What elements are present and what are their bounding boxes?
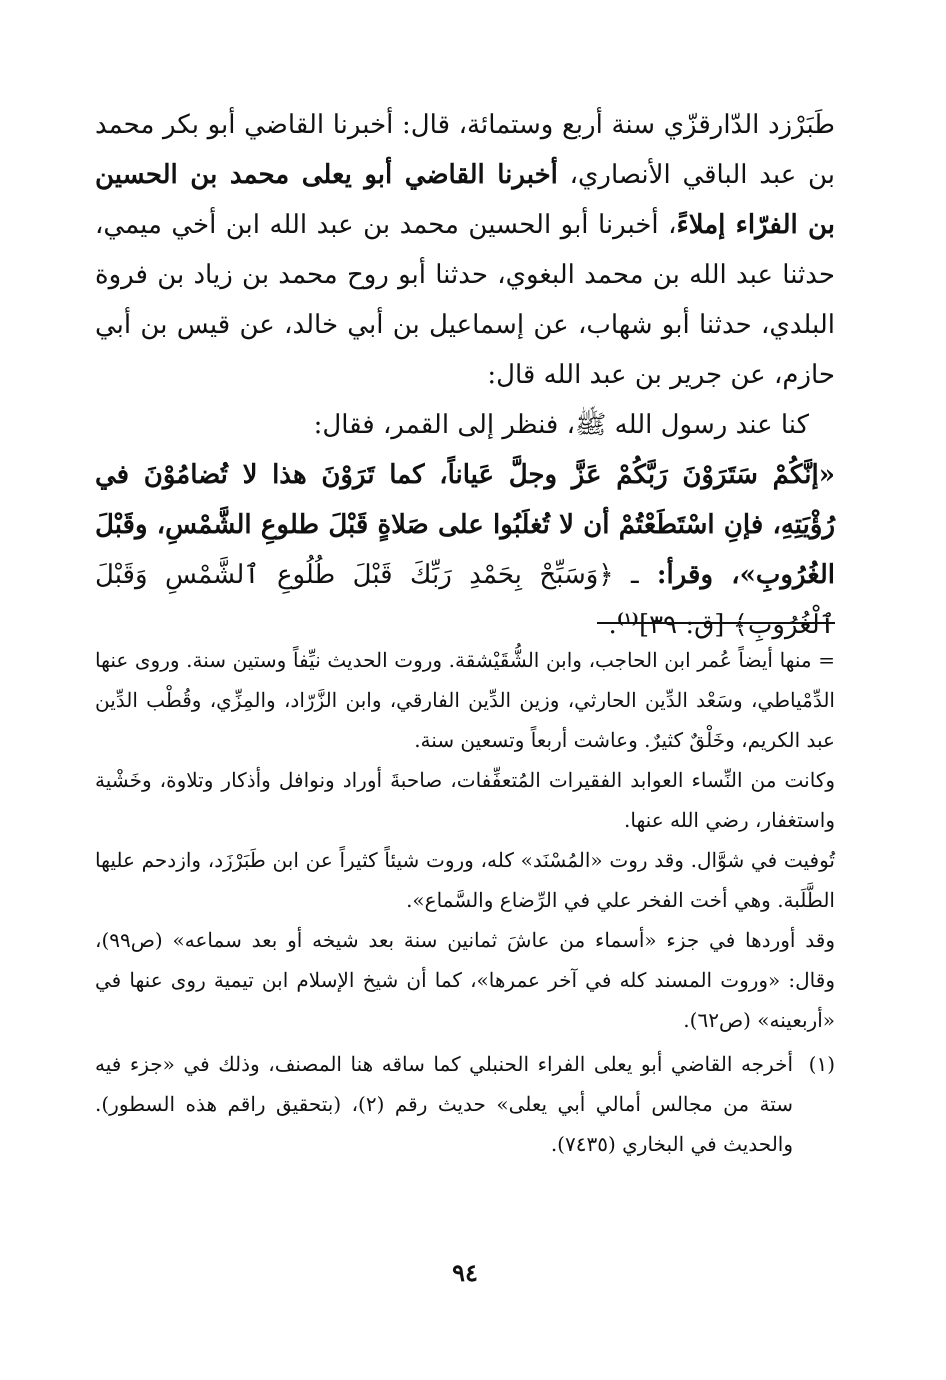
page-number: ٩٤ — [452, 1258, 478, 1287]
footnote-1-text: أخرجه القاضي أبو يعلى الفراء الحنبلي كما ساقه هنا المصنف، وذلك في «جزء فيه ستة من مجالس أمالي أبي يعلى» حديث رقم (٢)، (بتحقيق راقم هذه السطور). والحديث في البخاري (٧٤٣٥). — [95, 1052, 793, 1156]
isnad-part-2: ، أخبرنا أبو الحسين محمد بن عبد الله ابن أخي ميمي، حدثنا عبد الله بن محمد البغوي، حدثنا أبو روح محمد بن زياد بن فروة البلدي، حدثنا أبو شهاب، عن إسماعيل بن أبي خالد، عن قيس بن أبي حازم، عن جرير بن عبد الله قال: — [95, 210, 836, 390]
note-continuation-4: وقد أوردها في جزء «أسماء من عاشَ ثمانين سنة بعد شيخه أو بعد سماعه» (ص٩٩)، وقال: «وروت المسند كله في آخر عمرها»، كما أن شيخ الإسلام ابن تيمية روى عنها في «أربعينه» (ص٦٢). — [95, 928, 835, 1032]
narration-intro: كنا عند رسول الله ﷺ، فنظر إلى القمر، فقال: — [313, 410, 809, 440]
hadith-text — [95, 450, 835, 650]
quran-verse: ـ ﴿وَسَبِّحْ بِحَمْدِ رَبِّكَ قَبْلَ طُلُوعِ ٱلشَّمْسِ وَقَبْلَ ٱلْغُرُوبِ﴾ [ق: ٣٩] — [95, 560, 835, 640]
footnote-1 — [95, 1044, 835, 1164]
page-body — [95, 100, 836, 1287]
footnote-1-number: (١) — [808, 1052, 835, 1076]
footnotes — [95, 640, 835, 1164]
isnad-part-1: طَبَرْزد الدّارقزّي سنة أربع وستمائة، قال: أخبرنا القاضي أبو بكر محمد بن عبد الباقي الأنصاري، — [95, 110, 835, 190]
recitation-label: ، وقرأ: — [638, 560, 740, 590]
hadith-quote: «إنَّكُمْ سَتَرَوْنَ رَبَّكُمْ عَزَّ وجلَّ عَياناً، كما تَرَوْنَ هذا لا تُضامُوْنَ في رُؤْيَتِهِ، فإنِ اسْتَطَعْتُمْ أن لا تُغلَبُوا على صَلاةٍ قَبْلَ طلوعِ الشَّمْسِ، وقَبْلَ الغُرُوبِ» — [95, 460, 835, 590]
isnad-paragraph — [95, 100, 835, 400]
main-text — [95, 100, 835, 650]
isnad-bold-part: أخبرنا القاضي أبو يعلى محمد بن الحسين بن الفرّاء إملاءً — [95, 160, 835, 240]
note-continuation-3: تُوفيت في شوَّال. وقد روت «المُسْنَد» كله، وروت شيئاً كثيراً عن ابن طَبَرْزَد، وازدحم عليها الطَّلَبة. وهي أخت الفخر علي في الرِّضاع والسَّماع». — [95, 848, 836, 912]
note-continuation-1: = منها أيضاً عُمر ابن الحاجب، وابن الشُّقَيْشقة. وروت الحديث نيِّفاً وستين سنة. وروى عنها الدِّمْياطي، وسَعْد الدِّين الحارثي، وزين الدِّين الفارقي، وابن الزَّرّاد، والمِزِّي، وقُطْب الدِّين عبد الكريم، وخَلْقٌ كثيرٌ. وعاشت أربعاً وتسعين سنة. — [95, 648, 835, 752]
footnote-divider — [597, 622, 835, 624]
note-continuation-2: وكانت من النِّساء العوابد الفقيرات المُتعفِّفات، صاحبةَ أوراد ونوافل وأذكار وتلاوة، وخَشْية واستغفار، رضي الله عنها. — [95, 768, 835, 832]
footnote-ref-1: (١) — [616, 609, 639, 628]
hadith-end: . — [608, 610, 617, 640]
